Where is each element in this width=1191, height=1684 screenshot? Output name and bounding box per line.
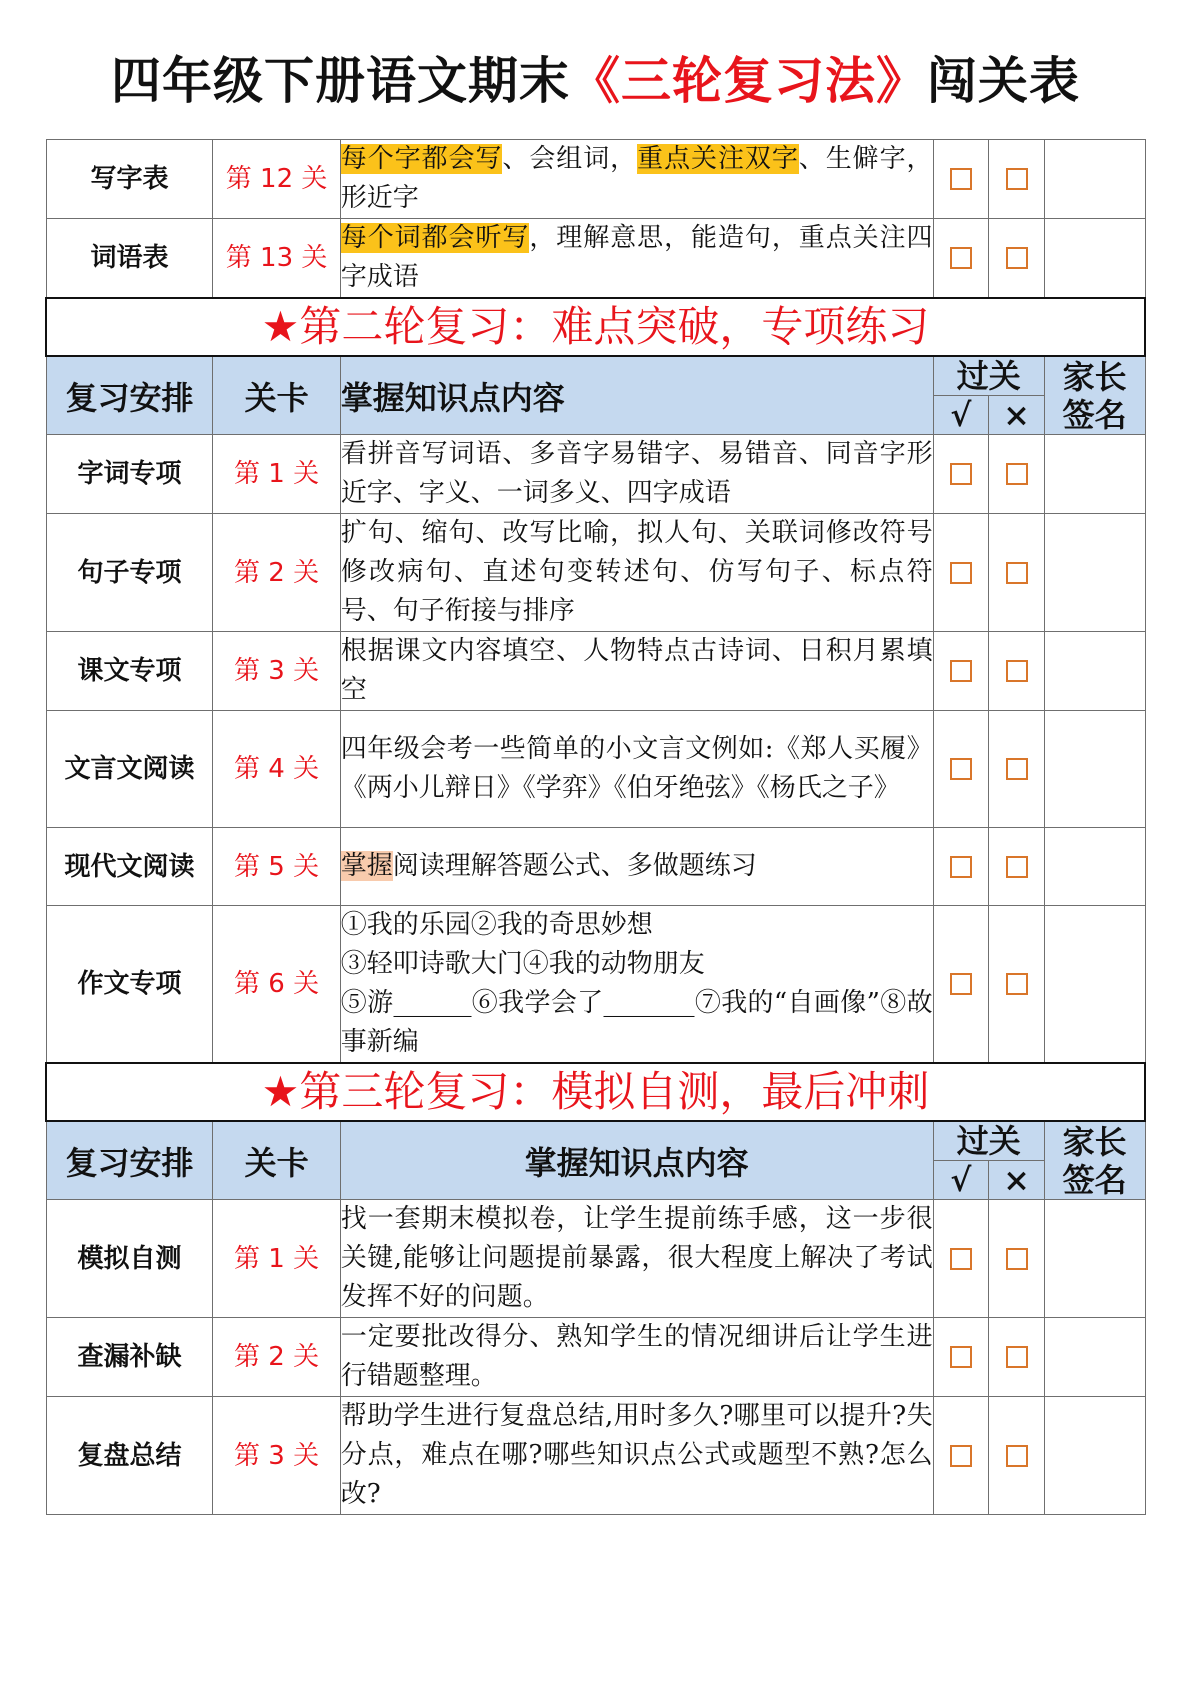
pass-cell bbox=[933, 1318, 989, 1397]
title-suffix: 闯关表 bbox=[927, 52, 1080, 110]
level-label: 第 2 关 bbox=[213, 514, 340, 632]
content-text: 、会组词， bbox=[502, 144, 638, 174]
review-table bbox=[45, 139, 1146, 1515]
pass-checkbox[interactable] bbox=[950, 463, 972, 485]
level-label: 第 1 关 bbox=[213, 1200, 340, 1318]
pass-checkbox[interactable] bbox=[950, 1445, 972, 1467]
review-category: 字词专项 bbox=[46, 435, 213, 514]
content-text: 阅读理解答题公式、多做题练习 bbox=[392, 851, 757, 881]
parent-signature-cell[interactable] bbox=[1044, 906, 1145, 1064]
header-level: 关卡 bbox=[213, 356, 340, 435]
pass-checkbox[interactable] bbox=[950, 856, 972, 878]
parent-signature-cell[interactable] bbox=[1044, 711, 1145, 828]
fail-checkbox[interactable] bbox=[1006, 247, 1028, 269]
content-line: ①我的乐园②我的奇思妙想 bbox=[340, 910, 653, 940]
pass-cell bbox=[933, 632, 989, 711]
fail-cell bbox=[989, 1397, 1045, 1515]
review-category: 写字表 bbox=[46, 140, 213, 219]
highlighted-text: 重点关注双字 bbox=[637, 144, 799, 174]
level-label: 第 6 关 bbox=[213, 906, 340, 1064]
pass-cell bbox=[933, 140, 989, 219]
section-title bbox=[46, 1063, 1145, 1121]
content-text: 帮助学生进行复盘总结,用时多久?哪里可以提升?失分点，难点在哪?哪些知识点公式或题型不熟?怎么改? bbox=[340, 1401, 933, 1509]
pass-checkbox[interactable] bbox=[950, 973, 972, 995]
review-category: 文言文阅读 bbox=[46, 711, 213, 828]
table-row bbox=[46, 435, 1145, 514]
pass-cell bbox=[933, 1200, 989, 1318]
highlighted-text: 掌握 bbox=[340, 851, 393, 881]
check-mark-icon: √ bbox=[933, 396, 989, 435]
fail-checkbox[interactable] bbox=[1006, 1346, 1028, 1368]
pass-checkbox[interactable] bbox=[950, 168, 972, 190]
pass-checkbox[interactable] bbox=[950, 660, 972, 682]
header-content: 掌握知识点内容 bbox=[340, 1121, 933, 1200]
table-row bbox=[46, 514, 1145, 632]
content-text: 四年级会考一些简单的小文言文例如:《郑人买履》《两小儿辩日》《学弈》《伯牙绝弦》《杨氏之子》 bbox=[340, 734, 933, 803]
pass-checkbox[interactable] bbox=[950, 562, 972, 584]
header-parent-signature bbox=[1044, 356, 1145, 435]
parent-signature-cell[interactable] bbox=[1044, 828, 1145, 906]
header-sign-line2: 签名 bbox=[1062, 1160, 1127, 1199]
content-text: 、生僻字，形近字 bbox=[340, 144, 933, 213]
header-pass: 过关 bbox=[933, 356, 1044, 396]
pass-cell bbox=[933, 435, 989, 514]
level-label: 第 13 关 bbox=[213, 219, 340, 299]
header-sign-line2: 签名 bbox=[1062, 395, 1127, 434]
knowledge-content bbox=[340, 1397, 933, 1515]
header-level: 关卡 bbox=[213, 1121, 340, 1200]
header-arrange: 复习安排 bbox=[46, 1121, 213, 1200]
header-sign-line1: 家长 bbox=[1062, 357, 1127, 396]
knowledge-content bbox=[340, 711, 933, 828]
table-row bbox=[46, 906, 1145, 1064]
parent-signature-cell[interactable] bbox=[1044, 1318, 1145, 1397]
level-label: 第 3 关 bbox=[213, 632, 340, 711]
review-table-body bbox=[46, 140, 1145, 1515]
pass-cell bbox=[933, 828, 989, 906]
parent-signature-cell[interactable] bbox=[1044, 219, 1145, 299]
table-row bbox=[46, 632, 1145, 711]
fail-checkbox[interactable] bbox=[1006, 463, 1028, 485]
table-row bbox=[46, 140, 1145, 219]
section-title bbox=[46, 298, 1145, 356]
fail-cell bbox=[989, 1200, 1045, 1318]
fail-cell bbox=[989, 711, 1045, 828]
content-text: 找一套期末模拟卷，让学生提前练手感，这一步很关键,能够让问题提前暴露，很大程度上解决了考试发挥不好的问题。 bbox=[340, 1204, 933, 1312]
pass-checkbox[interactable] bbox=[950, 1346, 972, 1368]
fail-checkbox[interactable] bbox=[1006, 856, 1028, 878]
fail-cell bbox=[989, 906, 1045, 1064]
pass-cell bbox=[933, 514, 989, 632]
parent-signature-cell[interactable] bbox=[1044, 514, 1145, 632]
content-text: 看拼音写词语、多音字易错字、易错音、同音字形近字、字义、一词多义、四字成语 bbox=[340, 439, 933, 508]
fail-cell bbox=[989, 435, 1045, 514]
content-text: 扩句、缩句、改写比喻，拟人句、关联词修改符号修改病句、直述句变转述句、仿写句子、标点符号、句子衔接与排序 bbox=[340, 518, 933, 626]
header-sign-line1: 家长 bbox=[1062, 1122, 1127, 1161]
review-category: 模拟自测 bbox=[46, 1200, 213, 1318]
knowledge-content bbox=[340, 632, 933, 711]
fail-cell bbox=[989, 1318, 1045, 1397]
table-row bbox=[46, 828, 1145, 906]
pass-cell bbox=[933, 906, 989, 1064]
review-category: 作文专项 bbox=[46, 906, 213, 1064]
highlighted-text: 每个词都会听写 bbox=[340, 223, 530, 253]
level-label: 第 2 关 bbox=[213, 1318, 340, 1397]
table-row bbox=[46, 1318, 1145, 1397]
fail-cell bbox=[989, 632, 1045, 711]
content-line: ③轻叩诗歌大门④我的动物朋友 bbox=[340, 949, 705, 979]
level-label: 第 4 关 bbox=[213, 711, 340, 828]
table-header bbox=[46, 1121, 1145, 1161]
pass-checkbox[interactable] bbox=[950, 247, 972, 269]
review-category: 词语表 bbox=[46, 219, 213, 299]
review-category: 复盘总结 bbox=[46, 1397, 213, 1515]
section-title-text: 第二轮复习：难点突破，专项练习 bbox=[299, 302, 930, 351]
pass-cell bbox=[933, 1397, 989, 1515]
level-label: 第 5 关 bbox=[213, 828, 340, 906]
star-icon: ★ bbox=[261, 1067, 300, 1116]
title-prefix: 四年级下册语文期末 bbox=[111, 52, 570, 110]
pass-cell bbox=[933, 219, 989, 299]
review-category: 课文专项 bbox=[46, 632, 213, 711]
fail-checkbox[interactable] bbox=[1006, 168, 1028, 190]
fail-cell bbox=[989, 140, 1045, 219]
content-text: 一定要批改得分、熟知学生的情况细讲后让学生进行错题整理。 bbox=[340, 1322, 933, 1391]
parent-signature-cell[interactable] bbox=[1044, 632, 1145, 711]
pass-cell bbox=[933, 711, 989, 828]
fail-checkbox[interactable] bbox=[1006, 1445, 1028, 1467]
table-row bbox=[46, 1397, 1145, 1515]
content-text: ，理解意思，能造句，重点关注四字成语 bbox=[340, 223, 933, 292]
title-highlight: 《三轮复习法》 bbox=[570, 52, 927, 110]
table-row bbox=[46, 711, 1145, 828]
parent-signature-cell[interactable] bbox=[1044, 140, 1145, 219]
fail-checkbox[interactable] bbox=[1006, 973, 1028, 995]
parent-signature-cell[interactable] bbox=[1044, 1397, 1145, 1515]
cross-mark-icon: × bbox=[989, 1161, 1045, 1200]
parent-signature-cell[interactable] bbox=[1044, 1200, 1145, 1318]
fail-checkbox[interactable] bbox=[1006, 758, 1028, 780]
header-parent-signature bbox=[1044, 1121, 1145, 1200]
level-label: 第 1 关 bbox=[213, 435, 340, 514]
pass-checkbox[interactable] bbox=[950, 1248, 972, 1270]
header-content: 掌握知识点内容 bbox=[340, 356, 933, 435]
fail-checkbox[interactable] bbox=[1006, 1248, 1028, 1270]
section-banner bbox=[46, 1063, 1145, 1121]
review-category: 句子专项 bbox=[46, 514, 213, 632]
highlighted-text: 每个字都会写 bbox=[340, 144, 503, 174]
cross-mark-icon: × bbox=[989, 396, 1045, 435]
page-title bbox=[0, 48, 1191, 114]
content-line: ⑤游______⑥我学会了_______⑦我的“自画像”⑧故事新编 bbox=[340, 988, 933, 1057]
knowledge-content bbox=[340, 435, 933, 514]
fail-checkbox[interactable] bbox=[1006, 660, 1028, 682]
parent-signature-cell[interactable] bbox=[1044, 435, 1145, 514]
knowledge-content bbox=[340, 828, 933, 906]
check-mark-icon: √ bbox=[933, 1161, 989, 1200]
review-category: 查漏补缺 bbox=[46, 1318, 213, 1397]
knowledge-content bbox=[340, 219, 933, 299]
knowledge-content bbox=[340, 140, 933, 219]
pass-checkbox[interactable] bbox=[950, 758, 972, 780]
level-label: 第 12 关 bbox=[213, 140, 340, 219]
review-category: 现代文阅读 bbox=[46, 828, 213, 906]
level-label: 第 3 关 bbox=[213, 1397, 340, 1515]
knowledge-content bbox=[340, 514, 933, 632]
table-header bbox=[46, 356, 1145, 396]
section-title-text: 第三轮复习：模拟自测，最后冲刺 bbox=[299, 1067, 930, 1116]
knowledge-content bbox=[340, 1318, 933, 1397]
table-row bbox=[46, 1200, 1145, 1318]
knowledge-content bbox=[340, 906, 933, 1064]
section-banner bbox=[46, 298, 1145, 356]
content-text: 根据课文内容填空、人物特点古诗词、日积月累填空 bbox=[340, 636, 933, 705]
knowledge-content bbox=[340, 1200, 933, 1318]
table-row bbox=[46, 219, 1145, 299]
fail-cell bbox=[989, 828, 1045, 906]
fail-checkbox[interactable] bbox=[1006, 562, 1028, 584]
fail-cell bbox=[989, 219, 1045, 299]
header-arrange: 复习安排 bbox=[46, 356, 213, 435]
fail-cell bbox=[989, 514, 1045, 632]
header-pass: 过关 bbox=[933, 1121, 1044, 1161]
star-icon: ★ bbox=[261, 302, 300, 351]
